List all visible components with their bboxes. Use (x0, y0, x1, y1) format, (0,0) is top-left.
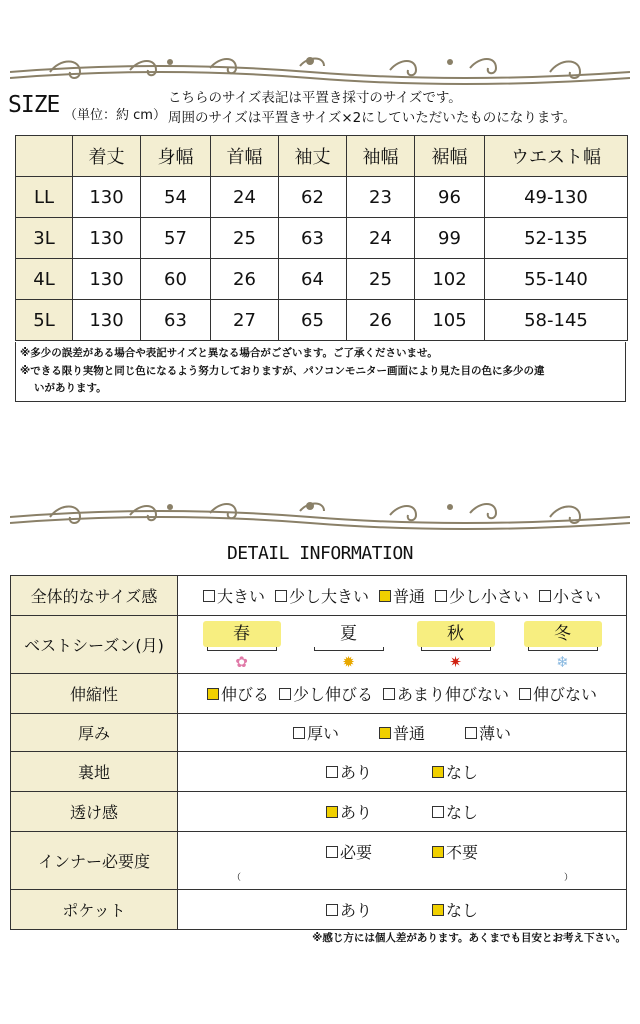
size-note-1: こちらのサイズ表記は平置き採寸のサイズです。 (168, 90, 462, 106)
checkbox-icon (465, 727, 477, 739)
size-cell: 63 (279, 218, 347, 259)
detail-row-fit (11, 576, 627, 616)
checkbox-checked-icon (379, 727, 391, 739)
option-fit-large (203, 584, 265, 607)
size-cell: 64 (279, 259, 347, 300)
option-pocket-no (432, 898, 478, 921)
detail-row-thickness (11, 714, 627, 752)
size-cell: 27 (211, 300, 279, 341)
size-cell: 130 (73, 177, 141, 218)
option-inner-not-needed (432, 840, 478, 863)
size-note-line: いがあります。 (34, 382, 107, 394)
option-pocket-yes (326, 898, 372, 921)
lining-options (178, 760, 626, 783)
season-winter (524, 616, 602, 673)
option-label: なし (446, 803, 479, 822)
option-thin (465, 721, 511, 744)
sunflower-icon: ✹ (342, 653, 355, 671)
size-title: SIZE (8, 92, 60, 118)
checkbox-checked-icon (326, 806, 338, 818)
flower-icon: ✿ (235, 653, 248, 671)
checkbox-icon (383, 688, 395, 700)
detail-row-lining (11, 752, 627, 792)
option-fit-slightly-large (275, 584, 369, 607)
decorative-ornament-bottom (10, 497, 630, 531)
inner-options (178, 840, 626, 863)
checkbox-icon (519, 688, 531, 700)
option-label: 伸びる (220, 685, 269, 704)
size-header-cell: 袖丈 (279, 136, 347, 177)
size-unit: （単位：約 cm） (64, 108, 166, 123)
table-row (16, 218, 628, 259)
size-cell: 49-130 (485, 177, 628, 218)
size-cell: 54 (141, 177, 211, 218)
checkbox-icon (279, 688, 291, 700)
detail-title: DETAIL INFORMATION (226, 543, 414, 564)
option-inner-needed (326, 840, 372, 863)
option-normal (379, 721, 425, 744)
option-fit-normal (379, 584, 425, 607)
table-row (16, 259, 628, 300)
size-cell: 24 (211, 177, 279, 218)
option-label: 薄い (479, 724, 512, 743)
size-cell: 102 (415, 259, 485, 300)
detail-row-sheer (11, 792, 627, 832)
detail-label: 透け感 (11, 792, 178, 832)
season-label: 春 (203, 621, 281, 647)
table-row (16, 177, 628, 218)
detail-footer-note: ※感じ方には個人差があります。あくまでも目安とお考え下さい。 (312, 932, 626, 944)
size-label: 3L (16, 218, 73, 259)
size-cell: 55-140 (485, 259, 628, 300)
size-cell: 96 (415, 177, 485, 218)
option-fit-slightly-small (435, 584, 529, 607)
checkbox-icon (539, 590, 551, 602)
paren-open: （ (232, 873, 242, 883)
option-lining-no (432, 760, 478, 783)
size-header-cell: 身幅 (141, 136, 211, 177)
size-label: 4L (16, 259, 73, 300)
size-cell: 24 (347, 218, 415, 259)
snowflake-icon: ❄ (556, 653, 569, 671)
paren-close: ） (564, 873, 574, 883)
size-header-cell: ウエスト幅 (485, 136, 628, 177)
size-cell: 130 (73, 218, 141, 259)
season-label: 夏 (310, 621, 388, 647)
option-label: あり (339, 803, 372, 822)
option-stretch-no (519, 682, 597, 705)
option-label: あまり伸びない (397, 685, 510, 704)
size-cell: 130 (73, 259, 141, 300)
table-row (16, 300, 628, 341)
size-cell: 57 (141, 218, 211, 259)
detail-table (10, 575, 627, 930)
size-notes (15, 342, 626, 402)
option-label: 少し伸びる (292, 685, 373, 704)
size-cell: 26 (347, 300, 415, 341)
size-cell: 63 (141, 300, 211, 341)
option-label: なし (446, 901, 479, 920)
detail-label: 全体的なサイズ感 (11, 576, 178, 616)
option-label: 大きい (216, 587, 265, 606)
option-sheer-no (432, 800, 478, 823)
size-cell: 25 (347, 259, 415, 300)
checkbox-checked-icon (432, 904, 444, 916)
size-cell: 62 (279, 177, 347, 218)
size-label: LL (16, 177, 73, 218)
option-fit-small (539, 584, 601, 607)
detail-row-stretch (11, 674, 627, 714)
thickness-options (178, 721, 626, 744)
checkbox-icon (326, 904, 338, 916)
size-cell: 105 (415, 300, 485, 341)
size-header-cell (16, 136, 73, 177)
option-label: 不要 (446, 843, 479, 862)
option-thick (293, 721, 339, 744)
fit-options (178, 584, 626, 607)
option-label: なし (446, 763, 479, 782)
decorative-ornament-top (10, 52, 630, 86)
season-spring (203, 616, 281, 673)
stretch-options (178, 682, 626, 705)
checkbox-icon (203, 590, 215, 602)
size-table-header (16, 136, 628, 177)
option-stretch-yes (207, 682, 269, 705)
detail-row-inner (11, 832, 627, 890)
checkbox-checked-icon (432, 766, 444, 778)
size-header-cell: 着丈 (73, 136, 141, 177)
size-note-line: ※できる限り実物と同じ色になるよう努力しておりますが、パソコンモニター画面により見た目の色に多少の違 (20, 365, 545, 377)
size-cell: 99 (415, 218, 485, 259)
size-label: 5L (16, 300, 73, 341)
size-note-line: ※多少の誤差がある場合や表記サイズと異なる場合がございます。ご了承くださいませ。 (20, 347, 438, 359)
detail-label: 厚み (11, 714, 178, 752)
option-label: 厚い (306, 724, 339, 743)
size-cell: 60 (141, 259, 211, 300)
sheer-options (178, 800, 626, 823)
size-cell: 65 (279, 300, 347, 341)
option-label: 伸びない (533, 685, 598, 704)
detail-label: 裏地 (11, 752, 178, 792)
checkbox-icon (326, 846, 338, 858)
checkbox-checked-icon (207, 688, 219, 700)
season-summer (310, 616, 388, 673)
size-header-cell: 裾幅 (415, 136, 485, 177)
checkbox-icon (432, 806, 444, 818)
option-label: 小さい (553, 587, 602, 606)
checkbox-icon (326, 766, 338, 778)
option-lining-yes (326, 760, 372, 783)
size-header-cell: 袖幅 (347, 136, 415, 177)
option-stretch-slight (279, 682, 373, 705)
season-options (178, 616, 626, 673)
checkbox-icon (293, 727, 305, 739)
size-cell: 23 (347, 177, 415, 218)
detail-label: インナー必要度 (11, 832, 178, 890)
size-cell: 130 (73, 300, 141, 341)
size-cell: 58-145 (485, 300, 628, 341)
size-cell: 25 (211, 218, 279, 259)
option-label: 少し小さい (449, 587, 530, 606)
size-table (15, 135, 628, 341)
detail-row-season (11, 616, 627, 674)
option-label: あり (339, 763, 372, 782)
option-stretch-little (383, 682, 509, 705)
season-autumn (417, 616, 495, 673)
checkbox-icon (435, 590, 447, 602)
detail-row-pocket (11, 890, 627, 930)
season-label: 冬 (524, 621, 602, 647)
option-sheer-yes (326, 800, 372, 823)
maple-leaf-icon: ✷ (449, 653, 462, 671)
checkbox-icon (275, 590, 287, 602)
option-label: 普通 (392, 587, 425, 606)
option-label: 普通 (392, 724, 425, 743)
checkbox-checked-icon (432, 846, 444, 858)
detail-label: 伸縮性 (11, 674, 178, 714)
checkbox-checked-icon (379, 590, 391, 602)
detail-label: ポケット (11, 890, 178, 930)
size-cell: 26 (211, 259, 279, 300)
option-label: 必要 (339, 843, 372, 862)
size-note-2: 周囲のサイズは平置きサイズ×2にしていただいたものになります。 (168, 110, 577, 126)
pocket-options (178, 898, 626, 921)
detail-label: ベストシーズン(月) (11, 616, 178, 674)
size-cell: 52-135 (485, 218, 628, 259)
season-label: 秋 (417, 621, 495, 647)
option-label: あり (339, 901, 372, 920)
size-header-cell: 首幅 (211, 136, 279, 177)
option-label: 少し大きい (288, 587, 369, 606)
